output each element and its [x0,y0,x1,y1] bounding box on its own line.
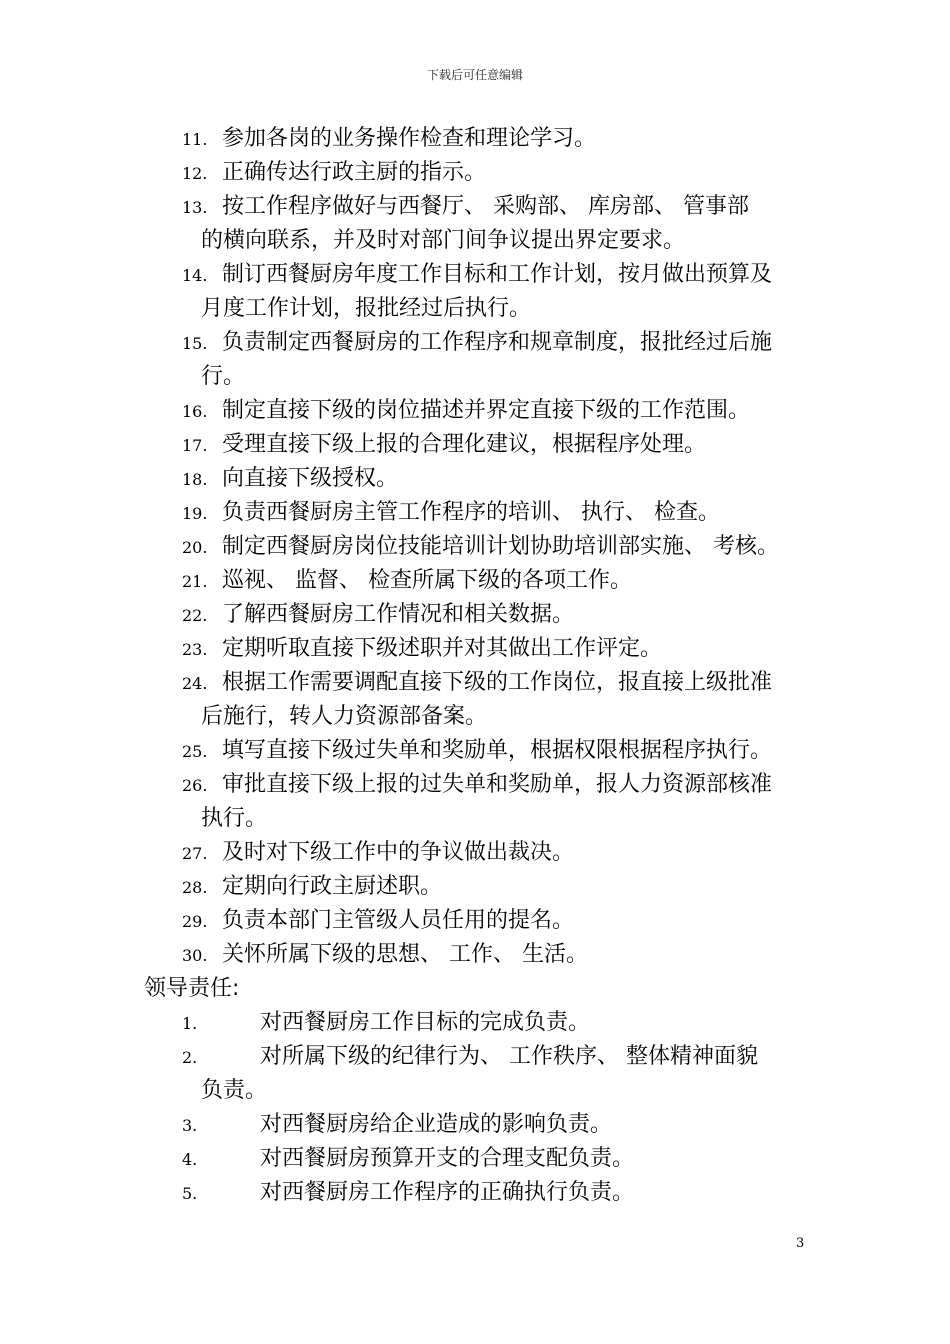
item-number: 30. [182,946,208,965]
duty-item-24 [182,666,812,701]
item-text: 对西餐厨房预算开支的合理支配负责。 [260,1146,635,1171]
item-number: 12. [182,164,208,183]
item-text: 制定西餐厨房岗位技能培训计划协助培训部实施、 考核。 [222,534,779,559]
item-text: 填写直接下级过失单和奖励单，根据权限根据程序执行。 [222,738,773,763]
item-number: 16. [182,402,208,421]
item-text: 对所属下级的纪律行为、 工作秩序、 整体精神面貌 [260,1044,758,1069]
item-number: 27. [182,844,208,863]
item-text: 制定直接下级的岗位描述并界定直接下级的工作范围。 [222,398,751,423]
duty-item-30 [182,938,812,973]
duty-item-28 [182,870,812,905]
item-number: 4. [182,1150,198,1169]
item-text: 正确传达行政主厨的指示。 [222,160,487,185]
duty-item-27 [182,836,812,871]
item-text: 根据工作需要调配直接下级的工作岗位，报直接上级批准 [222,670,773,695]
item-text: 受理直接下级上报的合理化建议，根据程序处理。 [222,432,707,457]
duty-item-21 [182,564,812,599]
item-text: 按工作程序做好与西餐厅、 采购部、 库房部、 管事部 [222,194,749,219]
item-text: 向直接下级授权。 [222,466,399,491]
item-number: 28. [182,878,208,897]
item-text: 参加各岗的业务操作检查和理论学习。 [222,126,597,151]
item-number: 3. [182,1116,198,1135]
item-number: 26. [182,776,208,795]
item-number: 1. [182,1014,198,1033]
duty-item-19 [182,496,812,531]
item-text: 及时对下级工作中的争议做出裁决。 [222,840,575,865]
item-text: 了解西餐厨房工作情况和相关数据。 [222,602,575,627]
duty-item-25 [182,734,812,769]
item-text-continued: 执行。 [201,806,268,831]
item-text-continued: 后施行，转人力资源部备案。 [201,704,488,729]
item-number: 17. [182,436,208,455]
leadership-item-1 [182,1006,590,1041]
item-number: 13. [182,198,208,217]
item-text: 巡视、 监督、 检查所属下级的各项工作。 [222,568,632,593]
duty-item-16 [182,394,812,429]
item-text: 对西餐厨房给企业造成的影响负责。 [260,1112,613,1137]
item-number: 24. [182,674,208,693]
duty-item-15 [182,326,812,361]
duty-item-20 [182,530,812,565]
item-text-continued: 的横向联系，并及时对部门间争议提出界定要求。 [201,228,686,253]
duty-item-29 [182,904,812,939]
duty-item-11 [182,122,812,157]
page-header: 下载后可任意编辑 [426,68,523,82]
item-text: 定期听取直接下级述职并对其做出工作评定。 [222,636,663,661]
item-text: 负责制定西餐厨房的工作程序和规章制度，报批经过后施 [222,330,773,355]
item-number: 18. [182,470,208,489]
page-number: 3 [796,1236,805,1251]
item-number: 19. [182,504,208,523]
item-text: 关怀所属下级的思想、 工作、 生活。 [222,942,588,967]
item-text: 负责西餐厨房主管工作程序的培训、 执行、 检查。 [222,500,720,525]
duty-item-22 [182,598,812,633]
item-number: 11. [182,130,208,149]
item-text-continued: 行。 [201,364,246,389]
duty-item-14 [182,258,812,293]
leadership-item-3 [182,1108,612,1143]
item-number: 2. [182,1048,198,1067]
item-text: 对西餐厨房工作程序的正确执行负责。 [260,1180,635,1205]
leadership-item-2 [182,1040,758,1075]
item-number: 23. [182,640,208,659]
item-number: 14. [182,266,208,285]
item-number: 5. [182,1184,198,1203]
item-text: 负责本部门主管级人员任用的提名。 [222,908,575,933]
duty-item-12 [182,156,812,191]
duty-item-26 [182,768,812,803]
item-text-continued: 月度工作计划，报批经过后执行。 [201,296,532,321]
item-number: 29. [182,912,208,931]
item-number: 15. [182,334,208,353]
leadership-item-4 [182,1142,634,1177]
duty-item-18 [182,462,812,497]
item-text: 定期向行政主厨述职。 [222,874,443,899]
item-number: 21. [182,572,208,591]
item-text: 制订西餐厨房年度工作目标和工作计划，按月做出预算及 [222,262,773,287]
leadership-item-5 [182,1176,634,1211]
item-text: 审批直接下级上报的过失单和奖励单，报人力资源部核准 [222,772,773,797]
duty-item-13 [182,190,812,225]
item-number: 20. [182,538,208,557]
item-text: 对西餐厨房工作目标的完成负责。 [260,1010,591,1035]
duty-item-23 [182,632,812,667]
section-title-leadership: 领导责任: [144,976,240,1001]
item-text-continued: 负责。 [201,1078,268,1103]
duty-item-17 [182,428,812,463]
item-number: 25. [182,742,208,761]
item-number: 22. [182,606,208,625]
